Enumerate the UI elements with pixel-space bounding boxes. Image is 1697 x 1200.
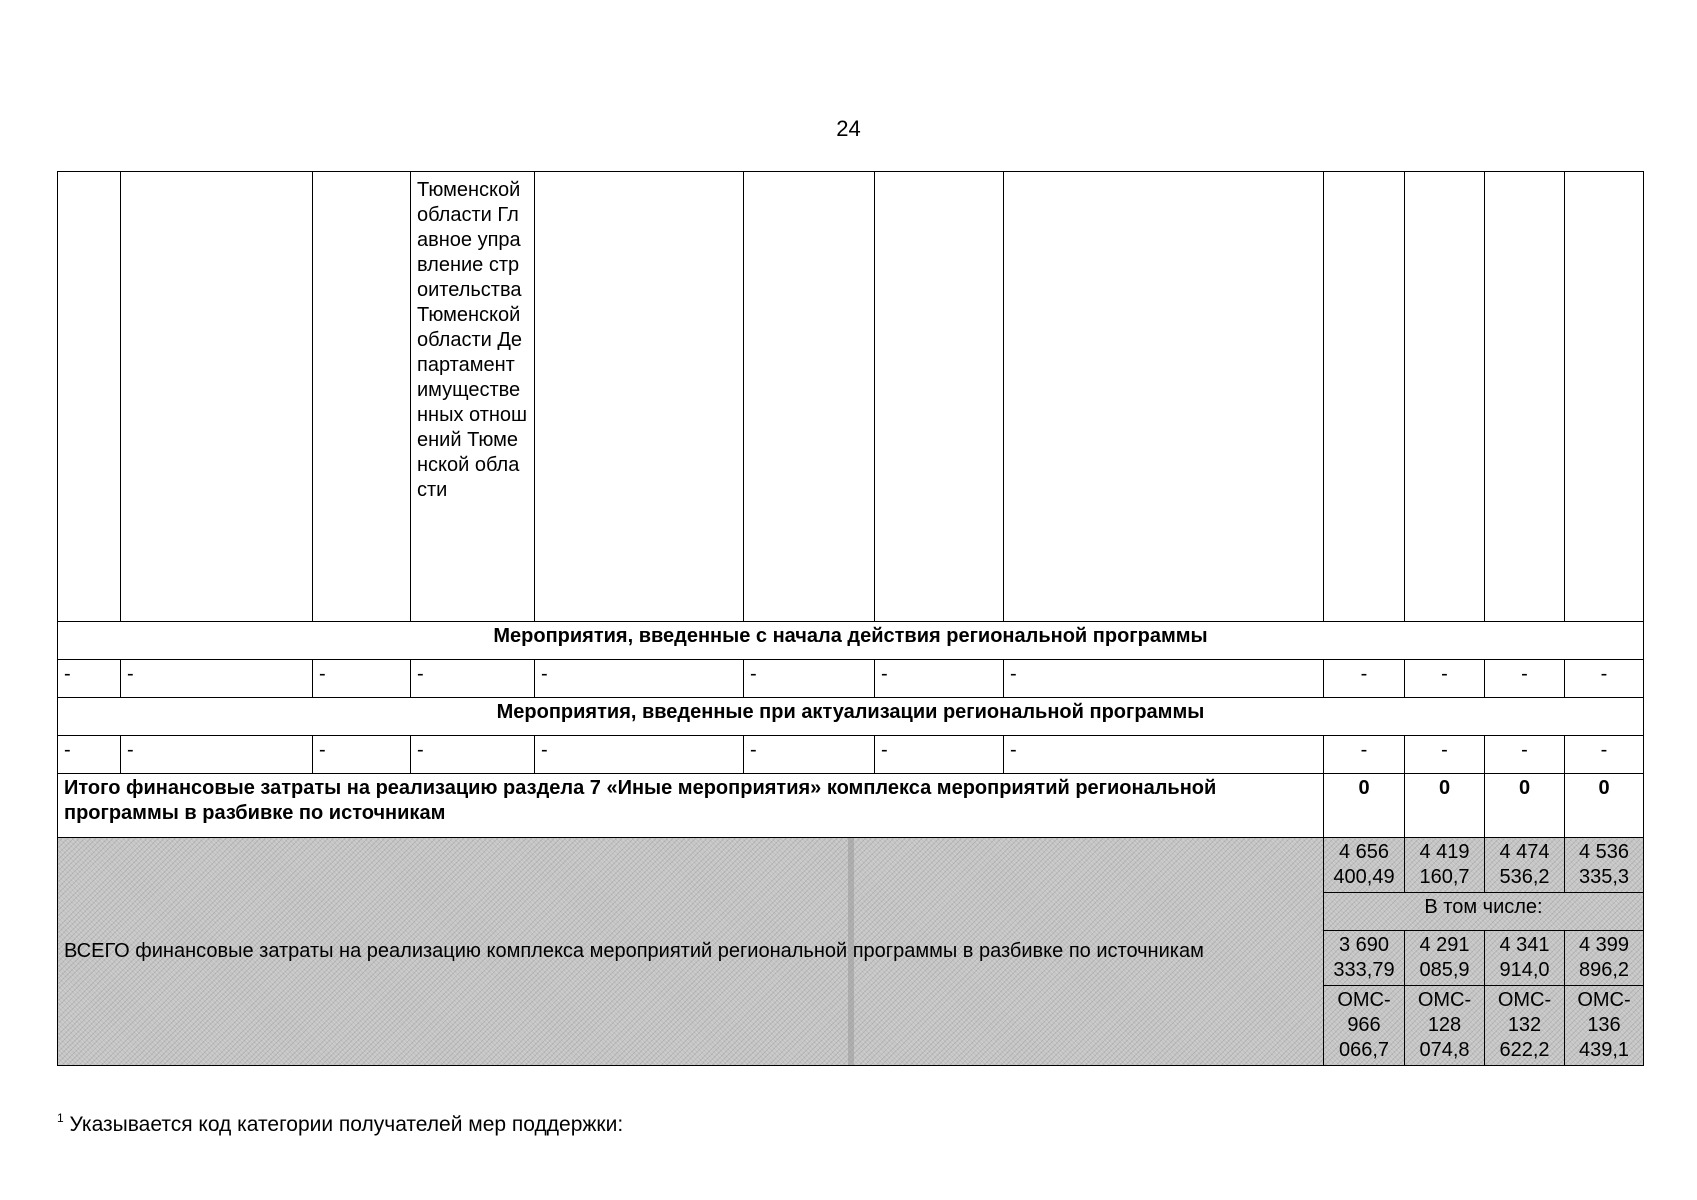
- dash-cell: -: [1405, 660, 1485, 698]
- dash-cell: -: [744, 660, 875, 698]
- footnote-text: Указывается код категории получателей мер поддержки:: [69, 1113, 624, 1136]
- cell: [1565, 172, 1644, 622]
- budget-value: 4 341 914,0: [1485, 931, 1565, 986]
- grand-total-value: 4 419 160,7: [1405, 838, 1485, 893]
- empty-activity-row: [58, 660, 1644, 698]
- including-label: В том числе:: [1324, 893, 1644, 931]
- financing-table: [57, 171, 1644, 1066]
- cell: [1004, 172, 1324, 622]
- cell: [58, 172, 121, 622]
- dash-cell: -: [1324, 660, 1405, 698]
- cell: [1324, 172, 1405, 622]
- cell: [744, 172, 875, 622]
- cell: [1405, 172, 1485, 622]
- dash-cell: -: [1004, 736, 1324, 774]
- oms-value: ОМС- 132 622,2: [1485, 986, 1565, 1066]
- dash-cell: -: [1565, 660, 1644, 698]
- grand-total-row: [58, 838, 1644, 893]
- dash-cell: -: [121, 660, 313, 698]
- grand-total-label: ВСЕГО финансовые затраты на реализацию комплекса мероприятий региональной программы в разбивке по источникам: [64, 940, 1204, 962]
- dash-cell: -: [411, 660, 535, 698]
- grand-total-value: 4 656 400,49: [1324, 838, 1405, 893]
- dash-cell: -: [535, 660, 744, 698]
- budget-value: 4 399 896,2: [1565, 931, 1644, 986]
- section7-total-row: [58, 774, 1644, 838]
- dash-cell: -: [58, 660, 121, 698]
- dash-cell: -: [1565, 736, 1644, 774]
- continued-row: [58, 172, 1644, 622]
- budget-value: 3 690 333,79: [1324, 931, 1405, 986]
- dash-cell: -: [313, 660, 411, 698]
- grand-total-label-cell: [58, 838, 1324, 1066]
- section7-total-value: 0: [1485, 774, 1565, 838]
- dash-cell: -: [121, 736, 313, 774]
- grand-total-value: 4 536 335,3: [1565, 838, 1644, 893]
- budget-value: 4 291 085,9: [1405, 931, 1485, 986]
- section7-total-value: 0: [1324, 774, 1405, 838]
- section-started-heading: Мероприятия, введенные с начала действия региональной программы: [58, 622, 1644, 660]
- section-updated-heading: Мероприятия, введенные при актуализации региональной программы: [58, 698, 1644, 736]
- cell: [535, 172, 744, 622]
- empty-activity-row: [58, 736, 1644, 774]
- dash-cell: -: [1485, 660, 1565, 698]
- dash-cell: -: [875, 660, 1004, 698]
- section7-total-label: Итого финансовые затраты на реализацию раздела 7 «Иные мероприятия» комплекса мероприятий региональной программы в разбивке по источникам: [58, 774, 1324, 838]
- oms-value: ОМС- 128 074,8: [1405, 986, 1485, 1066]
- dash-cell: -: [1405, 736, 1485, 774]
- section7-total-value: 0: [1405, 774, 1485, 838]
- dash-cell: -: [535, 736, 744, 774]
- oms-value: ОМС- 136 439,1: [1565, 986, 1644, 1066]
- cell: [1485, 172, 1565, 622]
- footnote-marker: 1: [57, 1111, 64, 1125]
- dash-cell: -: [1004, 660, 1324, 698]
- page-number: 24: [836, 116, 861, 141]
- dash-cell: -: [411, 736, 535, 774]
- oms-value: ОМС- 966 066,7: [1324, 986, 1405, 1066]
- dash-cell: -: [58, 736, 121, 774]
- responsible-agencies-cell: Тюменской области Главное управление строительства Тюменской области Департамент имущественных отношений Тюменской области: [411, 172, 535, 622]
- cell: [121, 172, 313, 622]
- dash-cell: -: [875, 736, 1004, 774]
- footnote: [57, 1113, 623, 1137]
- cell: [313, 172, 411, 622]
- dash-cell: -: [1324, 736, 1405, 774]
- section-header-row: [58, 622, 1644, 660]
- dash-cell: -: [313, 736, 411, 774]
- section-header-row: [58, 698, 1644, 736]
- cell: [875, 172, 1004, 622]
- dash-cell: -: [744, 736, 875, 774]
- dash-cell: -: [1485, 736, 1565, 774]
- section7-total-value: 0: [1565, 774, 1644, 838]
- grand-total-value: 4 474 536,2: [1485, 838, 1565, 893]
